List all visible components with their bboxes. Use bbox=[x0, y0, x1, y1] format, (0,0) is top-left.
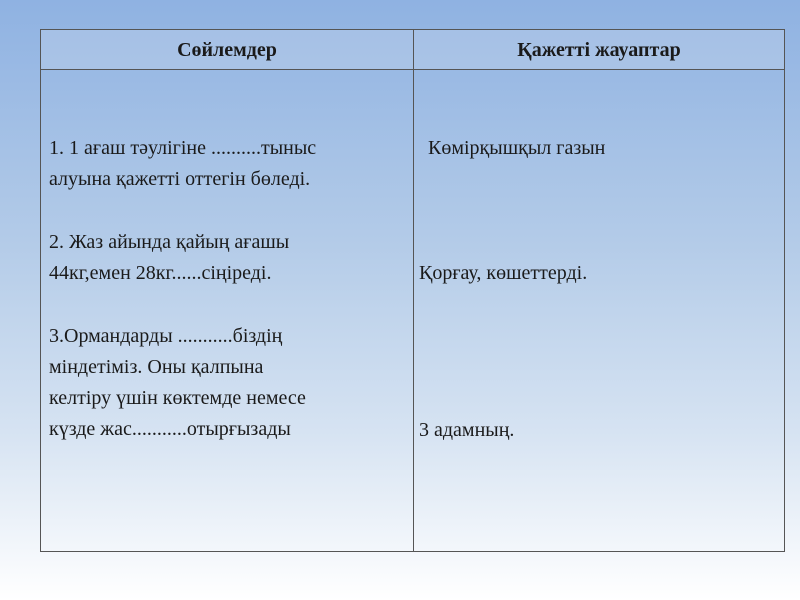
sentence-3: 3.Ормандарды ...........біздің міндетіміз. Оны қалпына келтіру үшін көктемде немесе күзде жас...........отырғызады bbox=[49, 325, 306, 440]
answer-3: 3 адамның. bbox=[419, 419, 515, 441]
answer-1: Көмірқышқыл газын bbox=[428, 137, 606, 159]
header-answers: Қажетті жауаптар bbox=[517, 39, 681, 61]
sentences-table bbox=[40, 29, 785, 552]
header-sentences: Сөйлемдер bbox=[177, 39, 277, 61]
sentence-2: 2. Жаз айында қайың ағашы 44кг,емен 28кг......сіңіреді. bbox=[49, 231, 290, 284]
answer-2: Қорғау, көшеттерді. bbox=[419, 262, 588, 284]
sentence-1: 1. 1 ағаш тәулігіне ..........тыныс алуына қажетті оттегін бөледі. bbox=[49, 137, 317, 190]
column-divider bbox=[413, 30, 414, 551]
